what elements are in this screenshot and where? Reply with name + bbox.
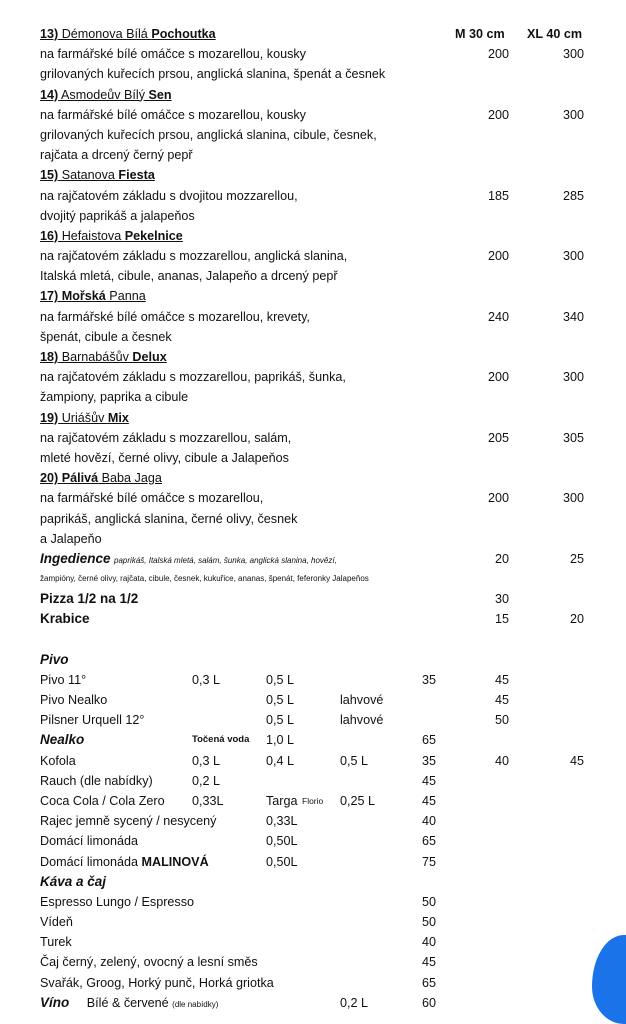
pizza-title	[40, 347, 167, 367]
volume: 0,50L	[266, 834, 298, 849]
drink-row	[0, 791, 626, 811]
price-m: 15	[494, 612, 509, 627]
drink-row	[0, 912, 626, 932]
price-xl: 300	[562, 491, 584, 506]
price-2: 45	[494, 693, 509, 707]
pizza-title	[40, 408, 129, 428]
volume: 0,5 L	[266, 672, 295, 687]
drink-name	[40, 852, 209, 872]
ingredients-row	[0, 549, 626, 569]
price: 45	[421, 793, 436, 808]
price-2: 50	[494, 713, 509, 728]
volume: 0,4 L	[266, 753, 295, 768]
price-xl: 20	[569, 612, 584, 627]
drink-row	[0, 852, 626, 872]
box-row	[0, 609, 626, 629]
price-2: 40	[494, 753, 509, 768]
drink-row	[0, 690, 626, 710]
box-label: Krabice	[40, 611, 90, 627]
pizza-name: Hefaistova	[58, 228, 125, 243]
pizza-name-bold: Mix	[107, 410, 129, 425]
pizza-name: Satanova	[58, 168, 119, 183]
drink-label: Espresso Lungo / Espresso	[40, 894, 195, 909]
pizza-description-row	[0, 488, 626, 508]
drink-name	[40, 892, 194, 912]
volume: 0,2 L	[192, 773, 221, 788]
wine-type: Bílé & červené	[86, 995, 173, 1010]
drink-label: Svařák, Groog, Horký punč, Horká griotka	[40, 975, 274, 990]
pizza-description: na rajčatovém základu s dvojitou mozzarellou,	[40, 188, 298, 203]
pizza-description: mleté hovězí, černé olivy, cibule a Jalapeňos	[40, 450, 289, 465]
pizza-number: 19)	[40, 410, 59, 425]
drink-row	[0, 952, 626, 972]
drink-name	[40, 650, 69, 670]
section-heading: Nealko	[40, 732, 85, 748]
pizza-name-bold: Fiesta	[118, 168, 155, 183]
volume-or-note: 0,5 L	[340, 753, 369, 768]
drink-name	[40, 973, 274, 993]
drink-row	[0, 670, 626, 690]
pizza-title	[40, 468, 162, 488]
pizza-name: Baba Jaga	[98, 471, 162, 486]
price: 65	[421, 733, 436, 748]
pizza-description: na rajčatovém základu s mozzarellou, paprikáš, šunka,	[40, 370, 346, 385]
drink-label: Pilsner Urquell 12°	[40, 713, 145, 728]
half-pizza-row	[0, 589, 626, 609]
pizza-number: 16)	[40, 228, 59, 243]
pizza-description: na farmářské bílé omáčce s mozarellou, krevety,	[40, 309, 310, 324]
price-xl: 340	[562, 309, 584, 324]
pizza-description-row	[0, 387, 626, 407]
drink-label: Vídeň	[40, 915, 73, 930]
pizza-description-row	[0, 307, 626, 327]
ingredients-row	[0, 569, 626, 589]
drink-row	[0, 973, 626, 993]
drink-label: Domácí limonáda	[40, 834, 138, 849]
pizza-number: 18)	[40, 350, 59, 364]
pizza-description-row	[0, 266, 626, 286]
pizza-description-row	[0, 125, 626, 145]
section-heading-row	[0, 730, 626, 750]
drink-label: Rajec jemně sycený / nesycený	[40, 814, 217, 829]
price-m: 185	[487, 188, 509, 203]
drink-row	[0, 811, 626, 831]
pizza-description-row	[0, 206, 626, 226]
pizza-description-row	[0, 529, 626, 549]
pizza-title	[40, 85, 172, 105]
drink-label: Domácí limonáda	[40, 854, 142, 869]
drink-label-bold: MALINOVÁ	[141, 854, 209, 869]
pizza-title-row	[0, 24, 626, 44]
pizza-title	[40, 226, 183, 246]
pizza-number: 20) Pálivá	[40, 471, 99, 486]
price: 40	[421, 935, 436, 950]
price-2: 45	[494, 672, 509, 687]
section-heading: Víno	[40, 994, 70, 1010]
pizza-title	[40, 286, 146, 306]
pizza-description: grilovaných kuřecích prsou, anglická slanina, špenát a česnek	[40, 67, 386, 82]
volume: 0,3 L	[192, 672, 221, 687]
price: 75	[421, 854, 436, 869]
drink-label: Pivo 11°	[40, 672, 87, 687]
drink-name	[40, 710, 144, 730]
size-xl-header: XL 40 cm	[527, 27, 583, 41]
volume: 1,0 L	[266, 733, 295, 748]
drink-name	[40, 993, 218, 1015]
pizza-title-row	[0, 286, 626, 306]
drink-label: Turek	[40, 935, 72, 950]
pizza-description-row	[0, 327, 626, 347]
section-heading: Káva a čaj	[40, 873, 107, 889]
price: 50	[421, 894, 436, 909]
pizza-name: Démonova Bílá	[58, 27, 152, 41]
pizza-description-row	[0, 44, 626, 64]
drink-row	[0, 831, 626, 851]
brand-note: Florio	[302, 795, 324, 806]
drink-name	[40, 791, 165, 811]
pizza-description-row	[0, 246, 626, 266]
size-m-header: M 30 cm	[455, 27, 505, 41]
drink-row	[0, 892, 626, 912]
pizza-name-bold: Sen	[148, 87, 172, 102]
price: 50	[421, 915, 436, 930]
pizza-description: Italská mletá, cibule, ananas, Jalapeňo a drcený pepř	[40, 269, 338, 284]
drink-label: Kofola	[40, 753, 76, 768]
price-xl: 300	[562, 47, 584, 62]
price-xl: 25	[569, 551, 584, 566]
price-xl: 300	[562, 249, 584, 264]
pizza-title	[40, 24, 216, 44]
pizza-name: Panna	[105, 289, 146, 304]
price-m: 240	[487, 309, 509, 324]
pizza-description-row	[0, 448, 626, 468]
price-m: 200	[487, 47, 509, 62]
volume-or-note: 0,25 L	[340, 793, 376, 808]
price-m: 200	[487, 370, 509, 385]
pizza-description: rajčata a drcený černý pepř	[40, 148, 193, 163]
menu-page	[0, 24, 626, 1013]
pizza-description: dvojitý paprikáš a jalapeňos	[40, 208, 195, 223]
pizza-name-bold: Pochoutka	[151, 27, 216, 41]
tap-water-label: Točená voda	[192, 734, 250, 746]
drink-row	[0, 751, 626, 771]
pizza-description: na farmářské bílé omáčce s mozarellou, kousky	[40, 107, 306, 122]
price-3: 45	[569, 753, 584, 768]
price-xl: 305	[562, 430, 584, 445]
pizza-description-row	[0, 509, 626, 529]
volume: 0,5 L	[266, 713, 295, 728]
pizza-title-row	[0, 347, 626, 367]
pizza-title-row	[0, 468, 626, 488]
drink-name	[40, 811, 216, 831]
pizza-title-row	[0, 165, 626, 185]
drink-row	[0, 710, 626, 730]
section-heading: Pivo	[40, 651, 69, 667]
price: 60	[421, 995, 436, 1010]
pizza-description: na rajčatovém základu s mozzarellou, salám,	[40, 430, 292, 445]
pizza-description-row	[0, 367, 626, 387]
drink-label: Pivo Nealko	[40, 693, 108, 707]
section-heading-row	[0, 650, 626, 670]
pizza-description-row	[0, 64, 626, 84]
drink-name	[40, 831, 138, 851]
price-xl: 285	[562, 188, 584, 203]
drink-name	[40, 952, 258, 972]
volume: 0,33L	[192, 793, 224, 808]
volume: Targa	[266, 793, 298, 808]
pizza-description-row	[0, 186, 626, 206]
half-pizza-label: Pizza 1/2 na 1/2	[40, 591, 139, 607]
volume-or-note: lahvové	[340, 713, 384, 728]
volume: 0,3 L	[192, 753, 221, 768]
drink-name	[40, 872, 106, 892]
pizza-description: žampiony, paprika a cibule	[40, 390, 189, 405]
price-m: 200	[487, 107, 509, 122]
price-m: 30	[494, 592, 509, 607]
pizza-description: špenát, cibule a česnek	[40, 329, 172, 344]
drink-label: Coca Cola / Cola Zero	[40, 793, 165, 808]
price: 35	[421, 753, 436, 768]
ingredients-list: žampióny, černé olivy, rajčata, cibule, česnek, kukuřice, ananas, špenát, feferonky Jalapeňos	[40, 574, 369, 584]
drink-label: Rauch (dle nabídky)	[40, 773, 153, 788]
drink-name	[40, 932, 72, 952]
drink-name	[40, 670, 86, 690]
volume-or-note: lahvové	[340, 693, 384, 707]
pizza-name-bold: Delux	[132, 350, 167, 364]
wine-note: (dle nabídky)	[172, 999, 219, 1009]
price: 65	[421, 834, 436, 849]
volume: 0,50L	[266, 854, 298, 869]
pizza-title-row	[0, 226, 626, 246]
drink-row	[0, 771, 626, 791]
pizza-description: paprikáš, anglická slanina, černé olivy, česnek	[40, 511, 298, 526]
drink-label: Čaj černý, zelený, ovocný a lesní směs	[40, 955, 258, 970]
pizza-description: na farmářské bílé omáčce s mozarellou,	[40, 491, 264, 506]
volume: 0,5 L	[266, 693, 295, 707]
price-xl: 300	[562, 370, 584, 385]
pizza-name-bold: Pekelnice	[124, 228, 183, 243]
drink-name	[40, 751, 76, 771]
pizza-name: Barnabášův	[58, 350, 133, 364]
price: 65	[421, 975, 436, 990]
section-heading-row	[0, 993, 626, 1013]
pizza-description: a Jalapeňo	[40, 531, 102, 546]
pizza-name: Uriášův	[58, 410, 108, 425]
pizza-number: 15)	[40, 168, 59, 183]
pizza-description-row	[0, 145, 626, 165]
drink-name	[40, 730, 84, 750]
pizza-title-row	[0, 85, 626, 105]
pizza-number: 13)	[40, 27, 59, 41]
price: 45	[421, 955, 436, 970]
pizza-title	[40, 165, 155, 185]
pizza-description: na rajčatovém základu s mozzarellou, anglická slanina,	[40, 249, 348, 264]
ingredients-list: paprikáš, Italská mletá, salám, šunka, anglická slanina, hovězí,	[114, 555, 337, 565]
price-m: 205	[487, 430, 509, 445]
drink-name	[40, 771, 153, 791]
price-m: 20	[494, 551, 509, 566]
pizza-description-row	[0, 428, 626, 448]
pizza-description: na farmářské bílé omáčce s mozarellou, kousky	[40, 47, 306, 62]
pizza-number: 14)	[40, 87, 59, 102]
pizza-number: 17) Mořská	[40, 289, 106, 304]
price: 45	[421, 773, 436, 788]
price-m: 200	[487, 491, 509, 506]
volume-or-note: 0,2 L	[340, 995, 369, 1010]
pizza-description: grilovaných kuřecích prsou, anglická slanina, cibule, česnek,	[40, 127, 377, 142]
ingredients	[40, 549, 337, 571]
price: 35	[421, 672, 436, 687]
volume: 0,33L	[266, 814, 298, 829]
pizza-description-row	[0, 105, 626, 125]
pizza-name: Asmodeův Bílý	[58, 87, 149, 102]
drink-name	[40, 912, 73, 932]
price-xl: 300	[562, 107, 584, 122]
price-m: 200	[487, 249, 509, 264]
price: 40	[421, 814, 436, 829]
pizza-title-row	[0, 408, 626, 428]
section-heading-row	[0, 872, 626, 892]
ingredients-label: Ingedience	[40, 550, 111, 566]
drink-name	[40, 690, 107, 710]
drink-row	[0, 932, 626, 952]
